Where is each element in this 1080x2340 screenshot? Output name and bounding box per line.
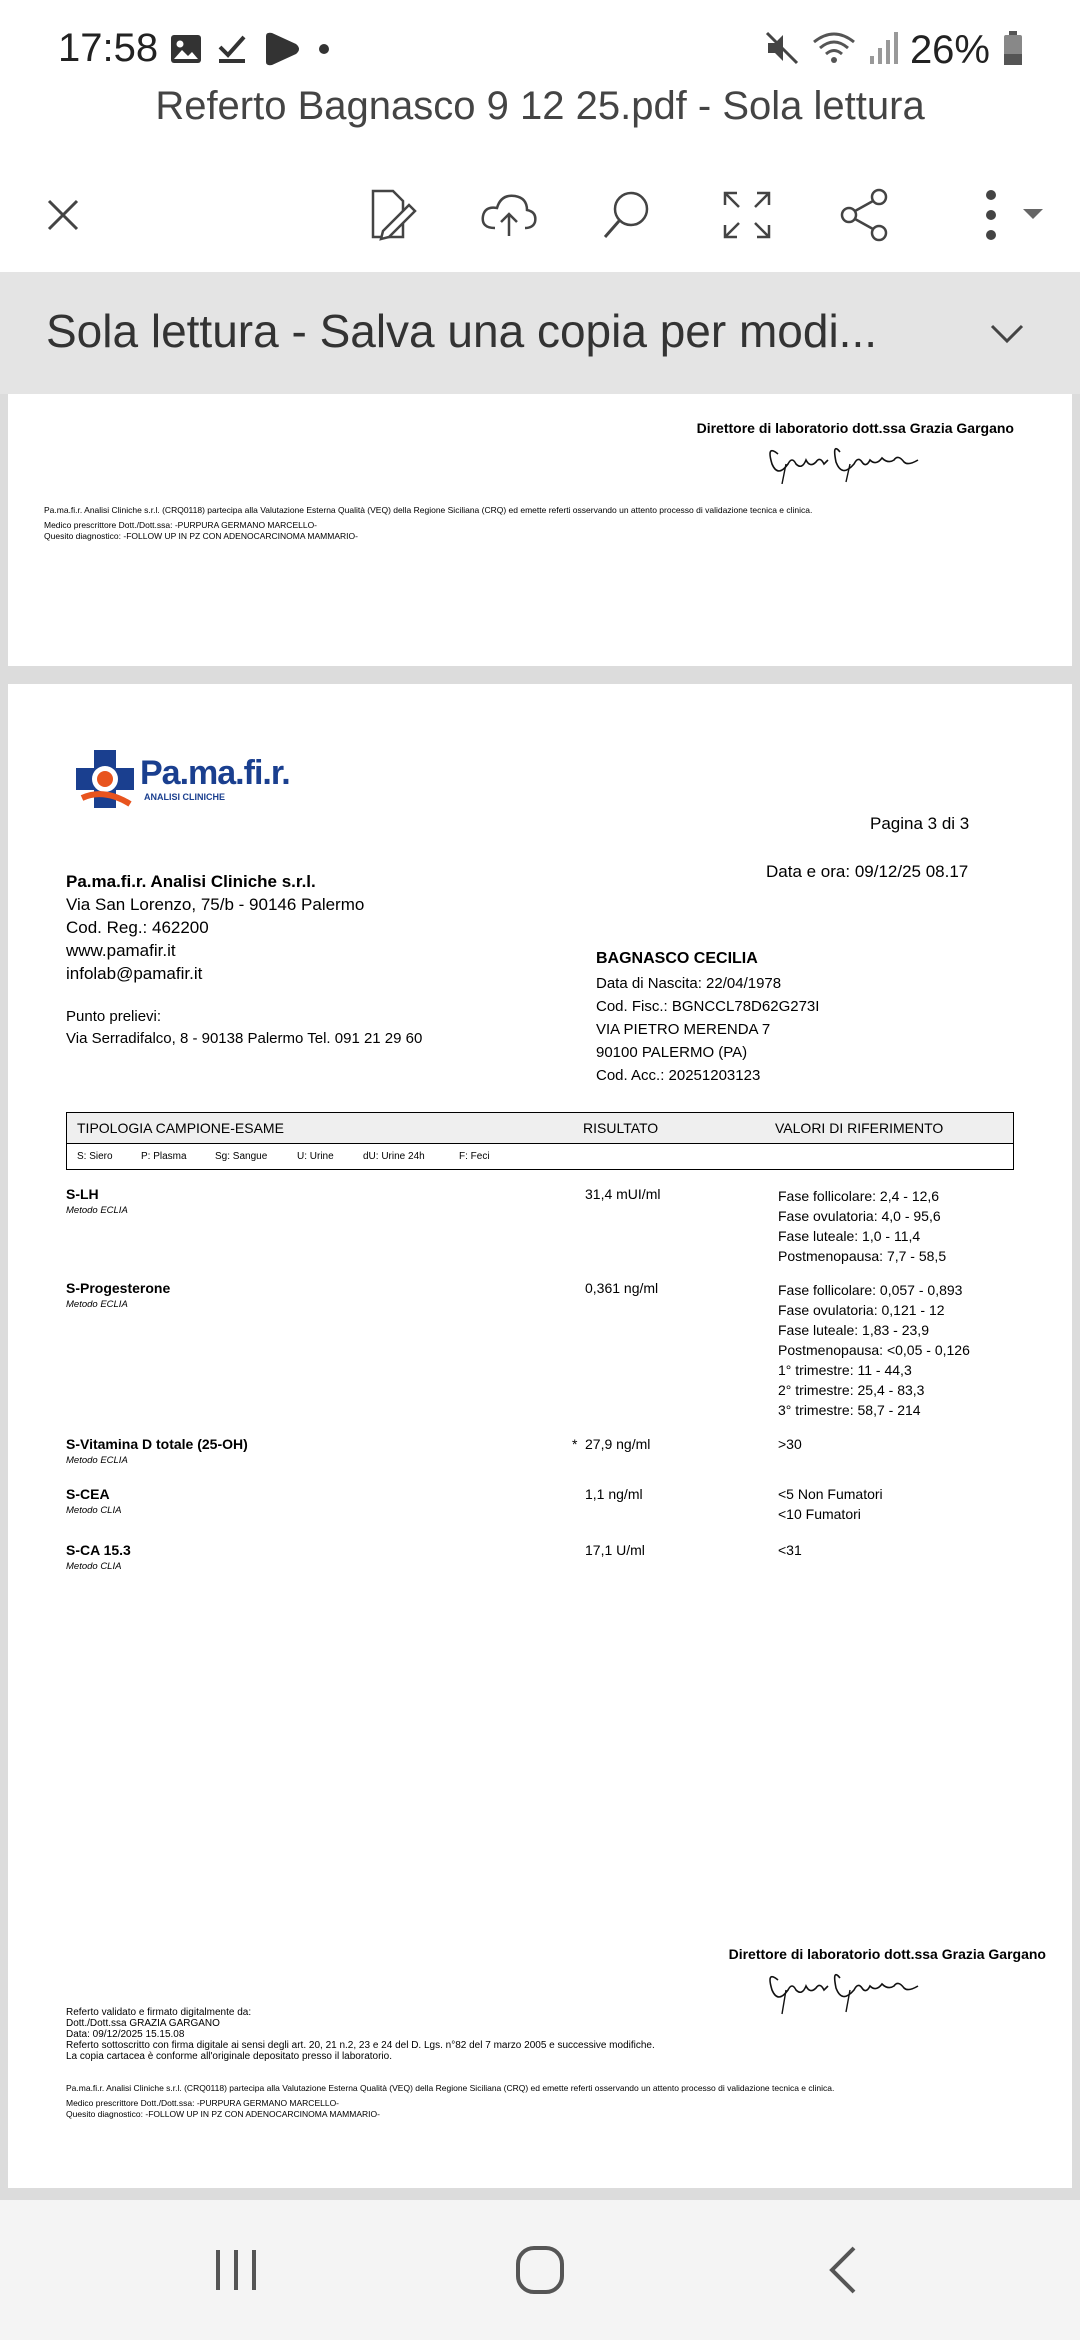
exam-reference: [778, 1434, 802, 1454]
fullscreen-icon: [721, 189, 773, 241]
lab-address: Via San Lorenzo, 75/b - 90146 Palermo: [66, 895, 365, 914]
exam-row: [66, 1186, 1014, 1276]
wifi-icon: [812, 30, 856, 71]
page-number: Pagina 3 di 3: [870, 814, 970, 833]
patient-birth: Data di Nascita: 22/04/1978: [596, 975, 782, 992]
exam-name: S-LH: [66, 1186, 99, 1202]
footer-prescriber: Medico prescrittore Dott./Dott.ssa: -PURPURA GERMANO MARCELLO-: [66, 2098, 340, 2108]
edit-button[interactable]: [356, 180, 426, 250]
validation-line: Dott./Dott.ssa GRAZIA GARGANO: [66, 2018, 220, 2029]
exam-result: 27,9 ng/ml: [585, 1436, 651, 1452]
home-icon[interactable]: [510, 2240, 570, 2300]
exam-row: [66, 1436, 1014, 1476]
signature-image: [758, 434, 958, 484]
fullscreen-button[interactable]: [712, 180, 782, 250]
battery-icon: [1002, 30, 1024, 71]
share-icon: [837, 187, 893, 243]
director-title: Direttore di laboratorio dott.ssa Grazia Gargano: [728, 1946, 1046, 1962]
ref-line: <10 Fumatori: [778, 1506, 861, 1522]
patient-street: VIA PIETRO MERENDA 7: [596, 1021, 771, 1038]
exam-method: Metodo ECLIA: [66, 1299, 128, 1310]
validation-line: Referto sottoscritto con firma digitale ai sensi degli art. 20, 21 n.2, 23 e 24 del D. Lgs. n°82 del 7 marzo 2005 e successive modifiche.: [66, 2040, 655, 2051]
upload-button[interactable]: [474, 180, 544, 250]
page-3: [8, 684, 1072, 2188]
system-icons: [764, 28, 1024, 73]
validation-line: Data: 09/12/2025 15.15.08: [66, 2029, 185, 2040]
ref-line: Fase luteale: 1,83 - 23,9: [778, 1322, 929, 1338]
exam-method: Metodo CLIA: [66, 1505, 122, 1516]
ref-line: Fase follicolare: 2,4 - 12,6: [778, 1188, 940, 1204]
ref-line: Fase luteale: 1,0 - 11,4: [778, 1228, 921, 1244]
footer-quesito: Quesito diagnostico: -FOLLOW UP IN PZ CON ADENOCARCINOMA MAMMARIO-: [44, 531, 358, 541]
ref-line: Fase ovulatoria: 0,121 - 12: [778, 1302, 945, 1318]
ref-line: 2° trimestre: 25,4 - 83,3: [778, 1382, 925, 1398]
recents-icon[interactable]: [206, 2240, 266, 2300]
lab-logo: [74, 748, 290, 815]
cloud-upload-icon: [479, 190, 539, 240]
validation-line: Referto validato e firmato digitalmente da:: [66, 2007, 252, 2018]
ref-line: Fase ovulatoria: 4,0 - 95,6: [778, 1208, 941, 1224]
mute-icon: [764, 30, 800, 71]
exam-result: 31,4 mUI/ml: [585, 1186, 661, 1202]
patient-cod-acc: Cod. Acc.: 20251203123: [596, 1067, 761, 1084]
more-menu-button[interactable]: [950, 180, 1050, 250]
edit-pen-icon: [363, 187, 419, 243]
exam-name: S-Progesterone: [66, 1280, 171, 1296]
ref-line: 1° trimestre: 11 - 44,3: [778, 1362, 912, 1378]
close-icon: [43, 195, 83, 235]
page-2-tail: [8, 394, 1072, 666]
lab-cod-reg: Cod. Reg.: 462200: [66, 918, 209, 937]
footer-quesito: Quesito diagnostico: -FOLLOW UP IN PZ CON ADENOCARCINOMA MAMMARIO-: [66, 2109, 380, 2119]
footer-veq: Pa.ma.fi.r. Analisi Cliniche s.r.l. (CRQ0118) partecipa alla Valutazione Esterna Qualità (VEQ) della Regione Siciliana (CRQ) ed emette referti osservando un attento processo di validazione tecnica e clinica.: [44, 505, 813, 515]
ref-line: Fase follicolare: 0,057 - 0,893: [778, 1282, 963, 1298]
exam-name: S-CA 15.3: [66, 1542, 131, 1558]
document-title: Referto Bagnasco 9 12 25.pdf - Sola lettura: [155, 84, 925, 128]
legend-urine: U: Urine: [297, 1151, 334, 1162]
results-table-header: [66, 1112, 1014, 1144]
exam-row: [66, 1280, 1014, 1430]
search-button[interactable]: [592, 180, 662, 250]
check-icon: [216, 33, 248, 70]
ref-line: >30: [778, 1436, 802, 1452]
document-viewer[interactable]: [0, 394, 1080, 2200]
ref-line: <5 Non Fumatori: [778, 1486, 883, 1502]
header-tipologia: TIPOLOGIA CAMPIONE-ESAME: [77, 1120, 284, 1136]
logo-name: Pa.ma.fi.r.: [140, 754, 290, 792]
exam-method: Metodo ECLIA: [66, 1205, 128, 1216]
lab-email: infolab@pamafir.it: [66, 964, 203, 983]
ref-line: Postmenopausa: 7,7 - 58,5: [778, 1248, 947, 1264]
search-icon: [599, 187, 655, 243]
logo-subtitle: ANALISI CLINICHE: [144, 792, 225, 802]
read-only-banner[interactable]: [0, 272, 1080, 394]
more-icon: [955, 185, 1045, 245]
patient-cod-fisc: Cod. Fisc.: BGNCCL78D62G273I: [596, 998, 820, 1015]
navigation-bar: [0, 2200, 1080, 2340]
legend-urine-24h: dU: Urine 24h: [363, 1151, 425, 1162]
battery-percent: 26%: [909, 28, 990, 72]
exam-method: Metodo ECLIA: [66, 1455, 128, 1466]
exam-method: Metodo CLIA: [66, 1561, 122, 1572]
chevron-down-icon[interactable]: [984, 310, 1030, 356]
footer-prescriber: Medico prescrittore Dott./Dott.ssa: -PURPURA GERMANO MARCELLO-: [44, 520, 318, 530]
exam-reference: [778, 1280, 970, 1420]
exam-result: 0,361 ng/ml: [585, 1280, 659, 1296]
ref-line: Postmenopausa: <0,05 - 0,126: [778, 1342, 970, 1358]
lab-website: www.pamafir.it: [66, 941, 176, 960]
punto-address: Via Serradifalco, 8 - 90138 Palermo Tel. 091 21 29 60: [66, 1030, 423, 1047]
header-valori: VALORI DI RIFERIMENTO: [775, 1120, 944, 1136]
exam-name: S-Vitamina D totale (25-OH): [66, 1436, 248, 1452]
notification-icons: [170, 32, 332, 71]
report-datetime: Data e ora: 09/12/25 08.17: [766, 862, 969, 881]
exam-reference: [778, 1484, 883, 1524]
logo-cross-icon: [74, 748, 136, 810]
signal-icon: [868, 30, 898, 71]
banner-text: Sola lettura - Salva una copia per modi...: [46, 305, 878, 357]
toolbar: [0, 160, 1080, 270]
sample-legend: [66, 1144, 1014, 1170]
exam-reference: [778, 1186, 946, 1266]
exam-row: [66, 1486, 1014, 1536]
play-icon: [262, 32, 302, 71]
exam-flag: *: [572, 1436, 578, 1452]
director-title: Direttore di laboratorio dott.ssa Grazia Gargano: [696, 420, 1014, 436]
exam-result: 17,1 U/ml: [585, 1542, 645, 1558]
legend-sangue: Sg: Sangue: [215, 1151, 268, 1162]
footer-veq: Pa.ma.fi.r. Analisi Cliniche s.r.l. (CRQ0118) partecipa alla Valutazione Esterna Qualità (VEQ) della Regione Siciliana (CRQ) ed emette referti osservando un attento processo di validazione tecnica e clinica.: [66, 2083, 835, 2093]
status-time: 17:58: [58, 26, 159, 70]
back-icon[interactable]: [814, 2240, 874, 2300]
gallery-icon: [170, 34, 202, 69]
validation-line: La copia cartacea è conforme all'originale depositato presso il laboratorio.: [66, 2051, 392, 2062]
share-button[interactable]: [830, 180, 900, 250]
lab-name: Pa.ma.fi.r. Analisi Cliniche s.r.l.: [66, 872, 316, 891]
signature-image: [758, 1960, 958, 2020]
exam-row: [66, 1542, 1014, 1582]
dot-icon: [316, 41, 332, 62]
exam-result: 1,1 ng/ml: [585, 1486, 643, 1502]
ref-line: 3° trimestre: 58,7 - 214: [778, 1402, 921, 1418]
exam-name: S-CEA: [66, 1486, 110, 1502]
patient-name: BAGNASCO CECILIA: [596, 950, 758, 967]
ref-line: <31: [778, 1542, 802, 1558]
patient-city: 90100 PALERMO (PA): [596, 1044, 748, 1061]
legend-plasma: P: Plasma: [141, 1151, 187, 1162]
legend-feci: F: Feci: [459, 1151, 490, 1162]
exam-reference: [778, 1540, 802, 1560]
punto-label: Punto prelievi:: [66, 1008, 162, 1025]
close-button[interactable]: [28, 180, 98, 250]
legend-siero: S: Siero: [77, 1151, 113, 1162]
header-risultato: RISULTATO: [583, 1120, 659, 1136]
